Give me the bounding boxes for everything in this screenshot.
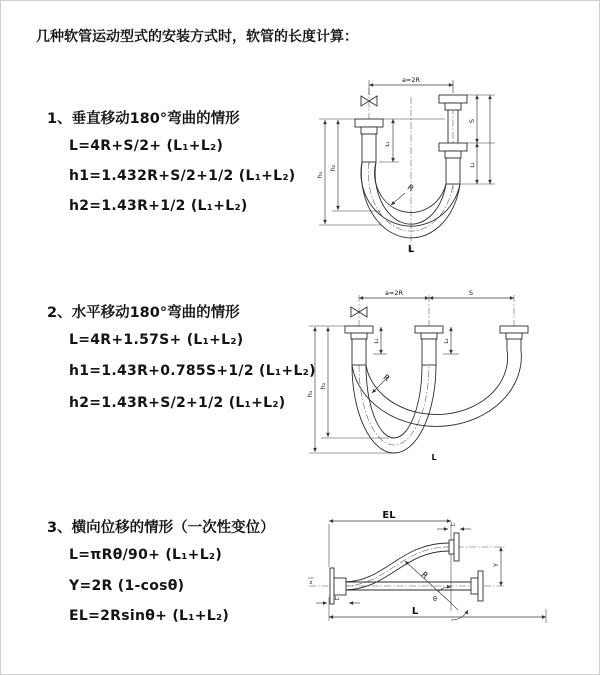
section-1-formula-h2: h2=1.43R+1/2 (L₁+L₂)	[69, 198, 248, 214]
left-pipe-flange	[355, 119, 383, 162]
label-radius: R	[405, 182, 416, 194]
centerlines	[359, 295, 514, 445]
hose-u-bends	[352, 350, 521, 453]
label-h1: h₁	[306, 390, 314, 398]
label-y: Y	[492, 563, 500, 567]
label-s: S	[468, 289, 474, 297]
label-radius: R	[419, 569, 430, 581]
label-l1: L₁	[450, 522, 456, 528]
label-el: EL	[382, 510, 396, 521]
section-2-formula-h2: h2=1.43R+S/2+1/2 (L₁+L₂)	[69, 395, 286, 411]
diagram-vertical-180-bend	[309, 69, 599, 264]
label-a2r: a=2R	[384, 289, 404, 297]
section-1-formula-h1: h1=1.432R+S/2+1/2 (L₁+L₂)	[69, 168, 296, 184]
label-length: L	[407, 244, 415, 255]
dimension-lines	[316, 521, 546, 620]
label-l2: L₂	[334, 596, 340, 602]
datum-mark: z	[309, 580, 313, 586]
section-3-formula-l: L=πRθ/90+ (L₁+L₂)	[69, 547, 223, 563]
label-l1: L₁	[374, 338, 380, 344]
label-h2: h₂	[319, 382, 327, 390]
label-h1: h₁	[316, 171, 324, 179]
diagram-lateral-displacement	[301, 499, 600, 659]
label-h2: h₂	[329, 164, 337, 172]
label-l2: L₂	[470, 162, 476, 168]
right-flange	[471, 571, 483, 601]
diagram-horizontal-180-bend	[301, 284, 600, 464]
section-3-formula-y: Y=2R (1-cosθ)	[69, 578, 185, 594]
section-2-formula-h1: h1=1.43R+0.785S+1/2 (L₁+L₂)	[69, 363, 316, 379]
label-l2: L₂	[444, 338, 450, 344]
middle-pipe-flange	[415, 326, 443, 365]
section-2-heading: 2、水平移动180°弯曲的情形	[47, 305, 240, 321]
label-theta: θ	[433, 595, 437, 603]
label-length: L	[411, 606, 419, 617]
label-s: S	[468, 118, 476, 124]
section-3-formula-el: EL=2Rsinθ+ (L₁+L₂)	[69, 608, 230, 624]
dimension-lines	[325, 85, 490, 224]
label-l1: L₁	[385, 141, 391, 147]
label-a2r: a=2R	[401, 76, 421, 84]
label-length: L	[431, 453, 437, 462]
section-1-formula-l: L=4R+S/2+ (L₁+L₂)	[69, 138, 224, 154]
hose-u-bend	[361, 162, 460, 238]
extension-lines	[319, 80, 495, 225]
section-1-heading: 1、垂直移动180°弯曲的情形	[47, 111, 240, 127]
label-radius: R	[381, 372, 392, 384]
page-title: 几种软管运动型式的安装方式时，软管的长度计算：	[36, 29, 358, 45]
left-pipe-flange	[345, 326, 373, 365]
centerlines	[368, 82, 453, 253]
section-3-heading: 3、横向位移的情形（一次性变位）	[47, 520, 275, 536]
moved-pipe-flange	[500, 326, 528, 350]
raised-end-flange	[449, 533, 459, 561]
section-2-formula-l: L=4R+1.57S+ (L₁+L₂)	[69, 332, 244, 348]
right-pipe-flange	[439, 95, 467, 184]
dimension-lines	[315, 298, 514, 452]
